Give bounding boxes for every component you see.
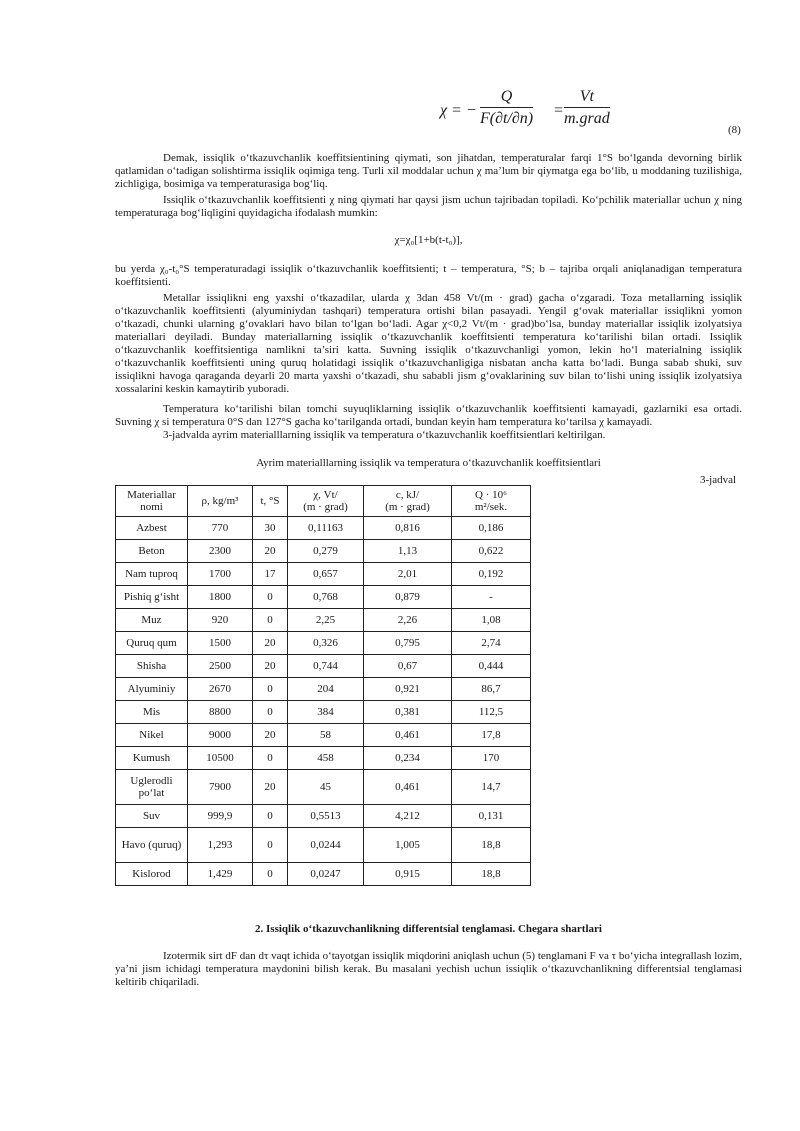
paragraph-7: Izotermik sirt dF dan dτ vaqt ichida o‘tayotgan issiqlik miqdorini aniqlash uchun (5) tenglamani F va τ bo‘yicha integrallash lozim, ya’ni jism ichidagi temperatura maydonini bilish kerak. Bu masalani yechish uchun issiqlik o‘tkazuvchanlikning differentsial tenglamasi keltirib chiqariladi. xyxy=(115,950,742,988)
header-heat-capacity-line2: (m · grad) xyxy=(385,501,430,513)
table-cell: 45 xyxy=(288,770,364,805)
table-cell: Quruq qum xyxy=(116,632,188,655)
table-cell: 0 xyxy=(253,609,288,632)
paragraph-2: Issiqlik o‘tkazuvchanlik koeffitsienti χ ning qiymati har qaysi jism uchun tajribadan topiladi. Ko‘pchilik materiallar uchun χ ning temperaturaga bog‘liqligini quyidagicha ifodalash mumkin: xyxy=(115,194,742,219)
formula-numerator-2: Vt xyxy=(564,88,610,108)
table-cell: 170 xyxy=(452,747,531,770)
equation-number: (8) xyxy=(728,124,741,136)
table-cell: 0 xyxy=(253,678,288,701)
table-cell: 9000 xyxy=(188,724,253,747)
table-row xyxy=(116,747,531,770)
table-cell: 18,8 xyxy=(452,863,531,886)
table-cell: 0,744 xyxy=(288,655,364,678)
table-cell: 0,186 xyxy=(452,517,531,540)
paragraph-6: 3-jadvalda ayrim materialllarning issiqlik va temperatura o‘tkazuvchanlik koeffitsientlari keltirilgan. xyxy=(163,429,606,441)
table-row xyxy=(116,586,531,609)
table-row xyxy=(116,863,531,886)
table-row xyxy=(116,632,531,655)
table-cell: 0 xyxy=(253,863,288,886)
table-cell: 2670 xyxy=(188,678,253,701)
table-cell: 0,622 xyxy=(452,540,531,563)
table-cell: 0,381 xyxy=(364,701,452,724)
table-cell: 20 xyxy=(253,540,288,563)
table-row xyxy=(116,701,531,724)
table-cell: 2,01 xyxy=(364,563,452,586)
table-cell: 0,0244 xyxy=(288,828,364,863)
table-cell: 17 xyxy=(253,563,288,586)
table-row xyxy=(116,724,531,747)
table-cell: Mis xyxy=(116,701,188,724)
table-cell: 0 xyxy=(253,747,288,770)
table-cell: Kumush xyxy=(116,747,188,770)
table-cell: 920 xyxy=(188,609,253,632)
table-row xyxy=(116,517,531,540)
table-row xyxy=(116,678,531,701)
table-cell: 0,326 xyxy=(288,632,364,655)
table-cell: 1,005 xyxy=(364,828,452,863)
table-cell: 770 xyxy=(188,517,253,540)
header-density: ρ, kg/m³ xyxy=(188,486,253,517)
table-cell: Havo (quruq) xyxy=(116,828,188,863)
table-row xyxy=(116,540,531,563)
formula-numerator-1: Q xyxy=(480,88,533,108)
formula-denominator-2: m.grad xyxy=(564,110,610,127)
table-cell: 0,11163 xyxy=(288,517,364,540)
section-heading: 2. Issiqlik o‘tkazuvchanlikning differentsial tenglamasi. Chegara shartlari xyxy=(255,923,602,935)
table-cell: 2500 xyxy=(188,655,253,678)
table-cell: Shisha xyxy=(116,655,188,678)
table-cell: 86,7 xyxy=(452,678,531,701)
table-cell: 0 xyxy=(253,805,288,828)
formula-fraction-2 xyxy=(564,88,610,128)
header-temperature: t, °S xyxy=(253,486,288,517)
header-material xyxy=(116,486,188,517)
table-cell: 0 xyxy=(253,828,288,863)
table-cell: 20 xyxy=(253,632,288,655)
table-cell: Alyuminiy xyxy=(116,678,188,701)
table-cell: Nam tuproq xyxy=(116,563,188,586)
table-cell: 2,25 xyxy=(288,609,364,632)
table-cell: 0,921 xyxy=(364,678,452,701)
paragraph-4: Metallar issiqlikni eng yaxshi o‘tkazadilar, ularda χ 3dan 458 Vt/(m · grad) gacha o‘zgaradi. Toza metallarning issiqlik o‘tkazuvchanlik koeffitsienti (alyuminiydan tashqari) temperatura ortishi bilan pasayadi. Yengil g‘ovak materiallar issiqlikni yomon o‘tkazadi, chunki ularning g‘ovaklari havo bilan to‘lgan bo‘ladi. Agar χ<0,2 Vt/(m · grad)bo‘lsa, bunday materiallar issiqlik izolyatsiya materiallari deyiladi. Bunday materiallarning issiqlik o‘tkazuvchanlik koeffitsienti temperatura ko‘tarilishi bilan ortadi. Issiqlik o‘tkazuvchanlik koeffitsientiga namlikni ta’siri katta. Suvning issiqlik o‘tkazuvchanligi yomon, lekin ho‘l materialning issiqlik o‘tkazuvchanlik koeffitsienti uning quruq holatidagi issiqlik o‘tkazuvchanligiga nisbatan ancha katta bo‘ladi. Bunga sabab shuki, suv issiqlikni havoga qaraganda deyarli 20 marta yaxshi o‘tkazadi, shu sababli jism g‘ovaklarining suv bilan to‘lishi uning issiqlik izolyatsiya xossalarini keskin kamaytirib yuboradi. xyxy=(115,292,742,395)
table-cell: 0,192 xyxy=(452,563,531,586)
header-heat-capacity-line1: c, kJ/ xyxy=(395,489,420,501)
table-cell: Suv xyxy=(116,805,188,828)
header-diffusivity xyxy=(452,486,531,517)
table-cell: 1800 xyxy=(188,586,253,609)
table-row xyxy=(116,563,531,586)
header-conductivity xyxy=(288,486,364,517)
table-cell: 112,5 xyxy=(452,701,531,724)
table-cell: 8800 xyxy=(188,701,253,724)
table-cell: 1,429 xyxy=(188,863,253,886)
table-header-row xyxy=(116,486,531,517)
table-cell: 1500 xyxy=(188,632,253,655)
table-cell: 458 xyxy=(288,747,364,770)
table-row xyxy=(116,655,531,678)
table-cell: 0,768 xyxy=(288,586,364,609)
table-cell: 7900 xyxy=(188,770,253,805)
table-cell: 0,5513 xyxy=(288,805,364,828)
table-cell: 999,9 xyxy=(188,805,253,828)
paragraph-1: Demak, issiqlik o‘tkazuvchanlik koeffitsientining qiymati, son jihatdan, temperaturalar farqi 1°S bo‘lganda devorning birlik qatlamidan o‘tadigan solishtirma issiqlik oqimiga teng. Turli xil moddalar uchun χ ma’lum bir qiymatga ega bo‘lib, u moddaning tuzilishiga, zichligiga, bosimiga va temperaturasiga bog‘liq. xyxy=(115,152,742,190)
table-cell: 20 xyxy=(253,770,288,805)
table-cell: 0,816 xyxy=(364,517,452,540)
header-material-line1: Materiallar xyxy=(127,489,176,501)
table-row xyxy=(116,609,531,632)
table-cell: Muz xyxy=(116,609,188,632)
table-cell: 2,26 xyxy=(364,609,452,632)
table-cell: 0,879 xyxy=(364,586,452,609)
table-row xyxy=(116,828,531,863)
table-cell: Azbest xyxy=(116,517,188,540)
header-conductivity-line2: (m · grad) xyxy=(303,501,348,513)
table-body xyxy=(116,517,531,886)
table-cell: 1700 xyxy=(188,563,253,586)
table-label: 3-jadval xyxy=(700,474,737,486)
table-cell: 2300 xyxy=(188,540,253,563)
table-cell: Uglerodli po‘lat xyxy=(116,770,188,805)
table-row xyxy=(116,770,531,805)
header-heat-capacity xyxy=(364,486,452,517)
table-cell: 58 xyxy=(288,724,364,747)
formula-fraction-1 xyxy=(480,88,533,128)
table-cell: 0,67 xyxy=(364,655,452,678)
table-cell: 10500 xyxy=(188,747,253,770)
table-cell: 0,461 xyxy=(364,724,452,747)
table-cell: 18,8 xyxy=(452,828,531,863)
table-cell: 0,444 xyxy=(452,655,531,678)
table-cell: 0,0247 xyxy=(288,863,364,886)
table-row xyxy=(116,805,531,828)
table-cell: 0,915 xyxy=(364,863,452,886)
table-cell: 2,74 xyxy=(452,632,531,655)
table-cell: 1,08 xyxy=(452,609,531,632)
formula-equals: = xyxy=(554,102,564,119)
table-cell: 20 xyxy=(253,655,288,678)
table-cell: 0,234 xyxy=(364,747,452,770)
table-cell: Nikel xyxy=(116,724,188,747)
formula-denominator-1: F(∂t/∂n) xyxy=(480,110,534,127)
table-cell: 14,7 xyxy=(452,770,531,805)
table-cell: 0,657 xyxy=(288,563,364,586)
header-material-line2: nomi xyxy=(140,501,163,513)
table-cell: 0,131 xyxy=(452,805,531,828)
table-cell: 17,8 xyxy=(452,724,531,747)
formula-linear: χ=χ₀[1+b(t-t₀)], xyxy=(394,234,463,246)
table-cell: 1,13 xyxy=(364,540,452,563)
materials-table xyxy=(115,485,531,886)
paragraph-5: Temperatura ko‘tarilishi bilan tomchi suyuqliklarning issiqlik o‘tkazuvchanlik koeffitsienti kamayadi, gazlarniki esa ortadi. Suvning χ si temperatura 0°S dan 127°S gacha ko‘tarilganda ortadi, bundan keyin ham temperatura ko‘tarilsa χ kamayadi. xyxy=(115,403,742,428)
table-cell: 0,279 xyxy=(288,540,364,563)
paragraph-3: bu yerda χ₀-t₀°S temperaturadagi issiqlik o‘tkazuvchanlik koeffitsienti; t – temperatura, °S; b – tajriba orqali aniqlanadigan temperatura koeffitsienti. xyxy=(115,263,742,288)
table-cell: Kislorod xyxy=(116,863,188,886)
header-diffusivity-line2: m²/sek. xyxy=(474,501,508,513)
table-cell: 384 xyxy=(288,701,364,724)
table-cell: Beton xyxy=(116,540,188,563)
thermal-conductivity-formula xyxy=(440,88,640,138)
table-cell: - xyxy=(452,586,531,609)
table-cell: 1,293 xyxy=(188,828,253,863)
table-cell: 20 xyxy=(253,724,288,747)
table-cell: 30 xyxy=(253,517,288,540)
table-cell: 0 xyxy=(253,586,288,609)
formula-lhs: χ = − xyxy=(440,102,477,119)
header-diffusivity-line1: Q · 10⁶ xyxy=(475,489,507,501)
table-cell: 204 xyxy=(288,678,364,701)
table-cell: 0 xyxy=(253,701,288,724)
table-cell: 0,461 xyxy=(364,770,452,805)
header-conductivity-line1: χ, Vt/ xyxy=(313,489,338,501)
table-cell: Pishiq g‘isht xyxy=(116,586,188,609)
table-caption: Ayrim materialllarning issiqlik va temperatura o‘tkazuvchanlik koeffitsientlari xyxy=(256,457,601,469)
table-cell: 4,212 xyxy=(364,805,452,828)
table-cell: 0,795 xyxy=(364,632,452,655)
